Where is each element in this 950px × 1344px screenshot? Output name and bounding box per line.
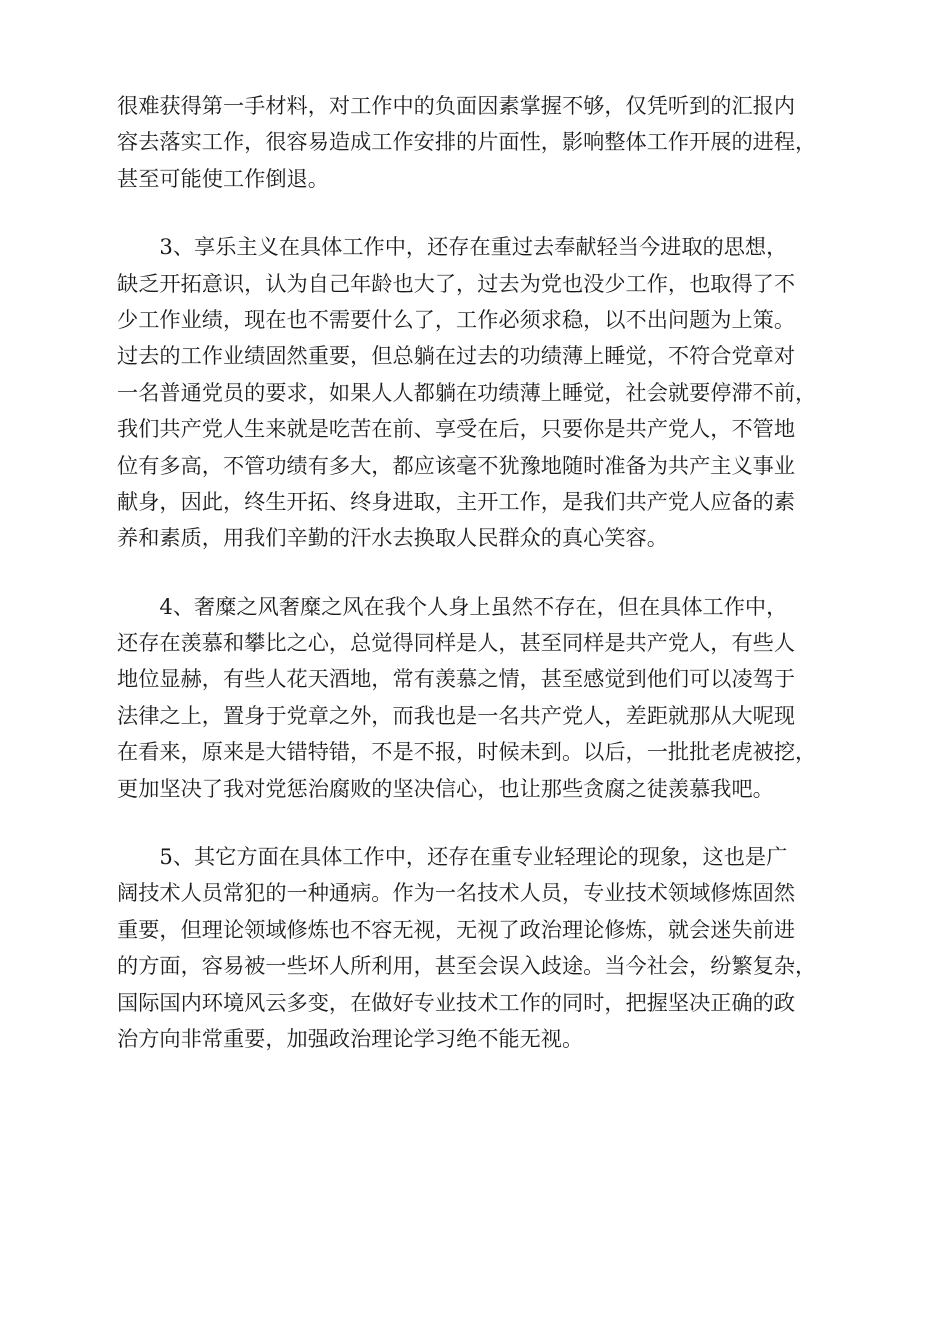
text-line: 治方向非常重要，加强政治理论学习绝不能无视。: [117, 1025, 584, 1051]
text-line: 缺乏开拓意识，认为自己年龄也大了，过去为党也没少工作，也取得了不: [117, 270, 796, 296]
paragraph-continuation: [117, 88, 837, 197]
text-line: 在看来，原来是大错特错，不是不报，时候未到。以后，一批批老虎被挖，: [117, 739, 817, 765]
text-line: 容去落实工作，很容易造成工作安排的片面性，影响整体工作开展的进程，: [117, 129, 817, 155]
text-line: 阔技术人员常犯的一种通病。作为一名技术人员，专业技术领域修炼固然: [117, 880, 796, 906]
text-line: 国际国内环境风云多变，在做好专业技术工作的同时，把握坚决正确的政: [117, 989, 796, 1015]
paragraph-item-3: [117, 229, 837, 557]
text-line: 甚至可能使工作倒退。: [117, 165, 329, 191]
paragraph-item-4: [117, 589, 837, 807]
text-line: 重要，但理论领域修炼也不容无视，无视了政治理论修炼，就会迷失前进: [117, 916, 796, 942]
document-body: [117, 88, 837, 1057]
text-line: 3、享乐主义在具体工作中，还存在重过去奉献轻当今进取的思想，: [117, 234, 788, 260]
text-line: 一名普通党员的要求，如果人人都躺在功绩薄上睡觉，社会就要停滞不前，: [117, 379, 817, 405]
text-line: 位有多高，不管功绩有多大，都应该毫不犹豫地随时准备为共产主义事业: [117, 452, 796, 478]
text-line: 5、其它方面在具体工作中，还存在重专业轻理论的现象，这也是广: [117, 844, 788, 870]
text-line: 我们共产党人生来就是吃苦在前、享受在后，只要你是共产党人，不管地: [117, 416, 796, 442]
text-line: 献身，因此，终生开拓、终身进取，主开工作，是我们共产党人应备的素: [117, 488, 796, 514]
paragraph-item-5: [117, 839, 837, 1057]
text-line: 地位显赫，有些人花天酒地，常有羡慕之情，甚至感觉到他们可以凌驾于: [117, 666, 796, 692]
text-line: 4、奢糜之风奢糜之风在我个人身上虽然不存在，但在具体工作中，: [117, 593, 788, 619]
text-line: 过去的工作业绩固然重要，但总躺在过去的功绩薄上睡觉，不符合党章对: [117, 343, 796, 369]
text-line: 的方面，容易被一些坏人所利用，甚至会误入歧途。当今社会，纷繁复杂，: [117, 953, 817, 979]
text-line: 养和素质，用我们辛勤的汗水去换取人民群众的真心笑容。: [117, 525, 668, 551]
text-line: 法律之上，置身于党章之外，而我也是一名共产党人，差距就那从大呢现: [117, 702, 796, 728]
text-line: 很难获得第一手材料，对工作中的负面因素掌握不够，仅凭听到的汇报内: [117, 93, 796, 118]
text-line: 更加坚决了我对党惩治腐败的坚决信心，也让那些贪腐之徒羡慕我吧。: [117, 775, 774, 801]
text-line: 还存在羡慕和攀比之心，总觉得同样是人，甚至同样是共产党人，有些人: [117, 630, 796, 656]
text-line: 少工作业绩，现在也不需要什么了，工作必须求稳，以不出问题为上策。: [117, 306, 796, 332]
